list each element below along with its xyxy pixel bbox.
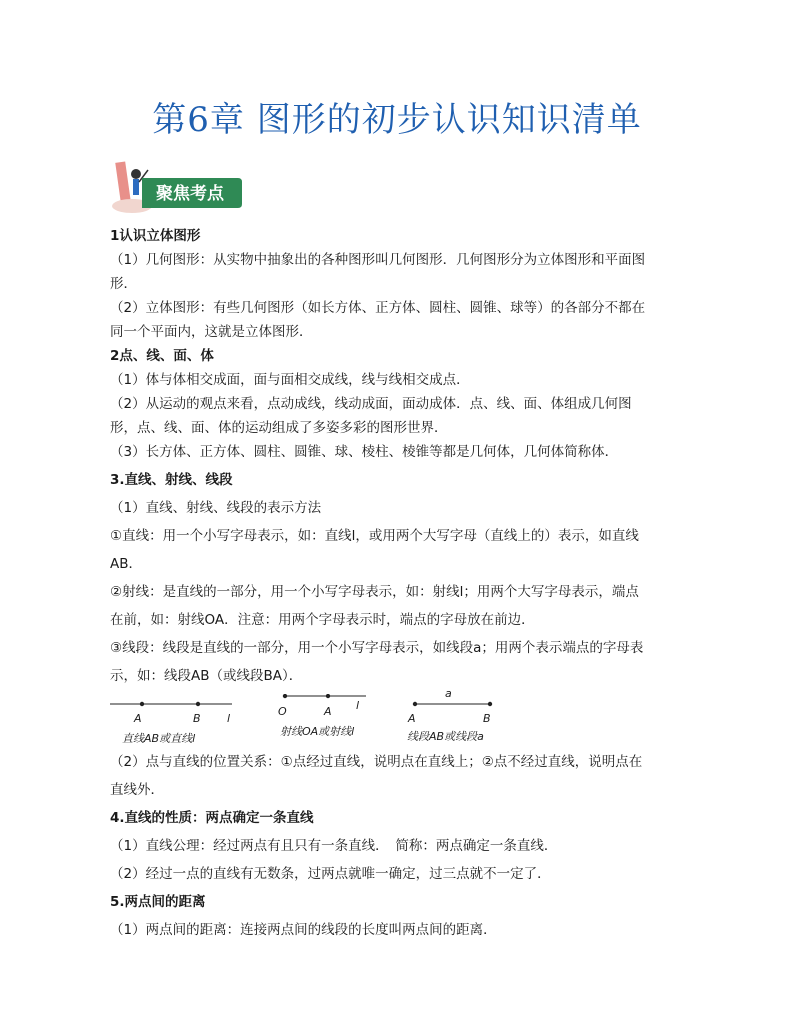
section-3-p5: （2）点与直线的位置关系：①点经过直线，说明点在直线上；②点不经过直线，说明点在 [110,754,643,770]
section-3-p4: ③线段：线段是直线的一部分，用一个小写字母表示，如线段a；用两个表示端点的字母表 [110,640,644,656]
section-2-p2: （2）从运动的观点来看，点动成线，线动成面，面动成体．点、线、面、体组成几何图 [110,396,632,412]
section-1-p2: （2）立体图形：有些几何图形（如长方体、正方体、圆柱、圆锥、球等）的各部分不都在 [110,300,646,316]
ray-label-a: A [324,705,332,718]
focus-badge-icon [108,158,244,218]
segment-label-a: A [408,712,416,725]
section-1-p1b: 形． [110,276,137,292]
section-3-p2: ①直线：用一个小写字母表示，如：直线l，或用两个大写字母（直线上的）表示，如直线 [110,528,639,544]
section-2-p3: （3）长方体、正方体、圆柱、圆锥、球、棱柱、棱锥等都是几何体，几何体简称体． [110,444,619,460]
section-3-heading: 3.直线、射线、线段 [110,472,233,488]
section-4-p1: （1）直线公理：经过两点有且只有一条直线． 简称：两点确定一条直线． [110,838,558,854]
section-4-p2: （2）经过一点的直线有无数条，过两点就唯一确定，过三点就不一定了． [110,866,551,882]
section-4-heading: 4.直线的性质：两点确定一条直线 [110,810,314,826]
section-5-heading: 5.两点间的距离 [110,894,206,910]
ray-label-o: O [278,705,287,718]
segment-label-a-lower: a [445,687,452,700]
section-1-heading: 1认识立体图形 [110,228,201,244]
section-3-p5b: 直线外． [110,782,164,798]
segment-point-b [488,702,492,706]
line-label-a: A [134,712,142,725]
section-1-p2b: 同一个平面内，这就是立体图形． [110,324,313,340]
segment-point-a [413,702,417,706]
section-2-p1: （1）体与体相交成面，面与面相交成线，线与线相交成点． [110,372,470,388]
page-title: 第6章 图形的初步认识知识清单 [152,100,642,140]
line-ray-segment-figures [110,687,690,746]
section-3-p4b: 示，如：线段AB（或线段BA）． [110,668,303,684]
segment-label-b: B [483,712,491,725]
segment-caption: 线段AB或线段a [407,730,484,743]
section-3-p1: （1）直线、射线、线段的表示方法 [110,500,322,516]
content [110,224,690,942]
line-point-a [140,702,144,706]
ray-caption: 射线OA或射线l [280,725,355,738]
section-3-p3b: 在前，如：射线OA．注意：用两个字母表示时，端点的字母放在前边． [110,612,535,628]
line-label-l: l [227,712,231,725]
ray-label-l: l [356,699,360,712]
section-5-p1: （1）两点间的距离：连接两点间的线段的长度叫两点间的距离． [110,922,497,938]
section-2-p2b: 形，点、线、面、体的运动组成了多姿多彩的图形世界． [110,420,448,436]
section-3-p2b: AB． [110,556,142,572]
ray-point-o [283,694,287,698]
line-caption: 直线AB或直线l [122,732,196,745]
line-label-b: B [193,712,201,725]
section-1-p1: （1）几何图形：从实物中抽象出的各种图形叫几何图形．几何图形分为立体图形和平面图 [110,252,646,268]
section-3-p3: ②射线：是直线的一部分，用一个小写字母表示，如：射线l；用两个大写字母表示，端点 [110,584,639,600]
section-2-heading: 2点、线、面、体 [110,348,214,364]
line-point-b [196,702,200,706]
ray-point-a [326,694,330,698]
badge-label: 聚焦考点 [156,184,224,204]
